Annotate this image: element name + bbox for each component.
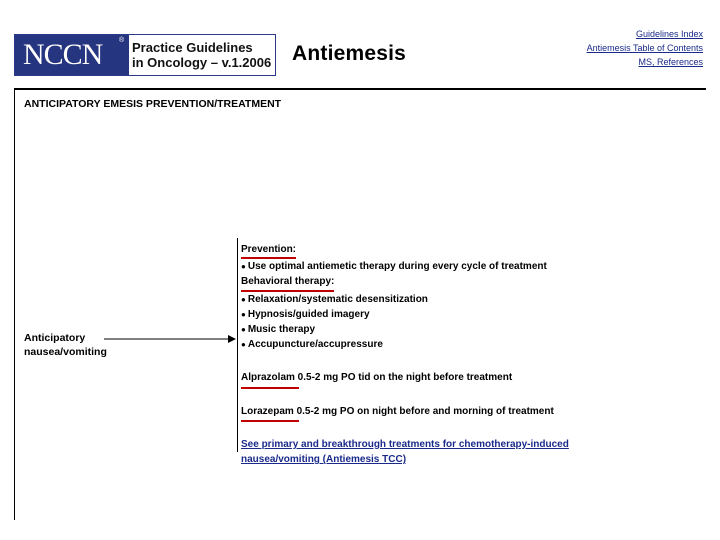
page-title: Antiemesis	[292, 42, 407, 65]
ms-references-link[interactable]: MS, References	[638, 57, 703, 67]
toc-link[interactable]: Antiemesis Table of Contents	[586, 43, 703, 53]
lorazepam-line: Lorazepam 0.5-2 mg PO on night before and morning of treatment	[241, 404, 554, 419]
top-links	[587, 27, 703, 69]
bullet-icon: ●	[241, 325, 246, 335]
guideline-title	[132, 40, 271, 70]
behavioral-heading: Behavioral therapy:	[241, 274, 334, 291]
flow-arrow	[104, 334, 236, 344]
see-treatments-link[interactable]: See primary and breakthrough treatments for chemotherapy-induced nausea/vomiting (Antiemesis TCC)	[241, 438, 569, 466]
prevention-heading: Prevention:	[241, 242, 296, 259]
guideline-line2: in Oncology – v.1.2006	[132, 55, 272, 70]
behavioral-item: ● Music therapy	[241, 324, 316, 336]
logo-mark	[15, 35, 129, 75]
condition-line2: nausea/vomiting	[24, 346, 107, 358]
section-heading: ANTICIPATORY EMESIS PREVENTION/TREATMENT	[24, 98, 282, 110]
left-rule	[14, 90, 15, 520]
prevention-item: ● Use optimal antiemetic therapy during every cycle of treatment	[241, 261, 547, 273]
guidelines-index-link[interactable]: Guidelines Index	[635, 29, 703, 39]
bullet-icon: ●	[241, 294, 246, 304]
behavioral-item: ● Hypnosis/guided imagery	[241, 308, 370, 320]
bullet-icon: ●	[241, 340, 246, 350]
alprazolam-line: Alprazolam 0.5-2 mg PO tid on the night before treatment	[241, 370, 512, 385]
treatment-content	[241, 242, 701, 467]
bullet-icon: ●	[241, 309, 246, 319]
behavioral-item: ● Relaxation/systematic desensitization	[241, 293, 428, 305]
condition-line1: Anticipatory	[24, 332, 86, 344]
registered-mark: ®	[119, 37, 125, 44]
lorazepam-underline	[241, 420, 299, 422]
behavioral-item: ● Accupuncture/accupressure	[241, 339, 383, 351]
condition-label	[24, 331, 107, 359]
bullet-icon: ●	[241, 262, 246, 272]
bracket-line	[237, 238, 238, 452]
logo-text: NCCN	[23, 38, 103, 71]
guideline-line1: Practice Guidelines	[132, 40, 253, 55]
alprazolam-underline	[241, 387, 299, 389]
nccn-logo	[14, 34, 276, 76]
header-divider	[14, 88, 706, 90]
